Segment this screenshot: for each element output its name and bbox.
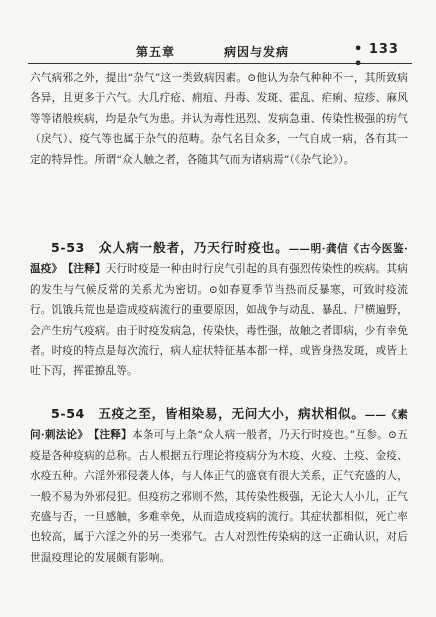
entry-5-54 [30, 404, 408, 568]
entry-source: ——《素问·刺法论》 [30, 409, 408, 442]
entry-paragraph [30, 404, 408, 568]
continuation-paragraph [30, 68, 408, 170]
header-rule [28, 63, 412, 64]
note-text: 天行时疫是一种由时行戾气引起的具有强烈传染性的疾病。其病的发生与气候反常的关系尤为密切。⊙如春夏季节当热而反暴寒，可致时疫流行。饥饿兵荒也是造成疫病流行的重要原因，如战争与动乱、暴乱、尸横遍野，会产生疠气疫病。由于时疫发病急，传染快，毒性强，故触之者即病，少有幸免者。时疫的特点是每次流行，病人症状特征基本都一样，或皆身热发斑，或皆上吐下泻，挥霍撩乱等。 [30, 263, 408, 378]
note-tag: 【注释】 [93, 429, 133, 442]
page-number: • 133 • [354, 42, 399, 72]
entry-source: ——明·龚信《古今医鉴·温疫》 [30, 243, 408, 276]
entry-heading: 5-53 众人病一般者，乃天行时疫也。 [51, 240, 289, 255]
entry-5-53 [30, 238, 408, 382]
note-tag: 【注释】 [67, 263, 106, 276]
continuation-text: 六气病邪之外，提出“杂气”这一类致病因素。⊙他认为杂气种种不一，其所致病各异，且更多于六气。大几疔疮、痈疽、丹毒、发斑、霍乱、疟痢、痘疹、麻风等等诸般疾病，均是杂气为患。并认为毒性迅烈、发病急重、传染性极强的疠气（戾气）、疫气等也属于杂气的范畴。杂气名目众多，一气自成一病，各有其一定的特异性。所谓“众人触之者，各随其气而为诸病焉”（《杂气论》）。 [30, 72, 408, 166]
chapter-label: 第五章 [136, 45, 176, 59]
running-header [28, 40, 412, 72]
entry-paragraph [30, 238, 408, 382]
entry-heading: 5-54 五疫之至，皆相染易，无问大小，病状相似。 [51, 406, 365, 421]
section-title: 病因与发病 [224, 45, 290, 59]
note-text: 本条可与上条“众人病一般者，乃天行时疫也。”互参。⊙五疫是各种疫病的总称。古人根据五行理论将疫病分为木疫、火疫、土疫、金疫、水疫五种。六淫外邪侵袭人体，与人体正气的盛衰有很大关系，正气充盛的人，一般不易为外邪侵犯。但疫疠之邪则不然，其传染性极强，无论大人小儿，正气充盛与否，一旦感触，多难幸免，从而造成疫病的流行。其症状都相似，死亡率也较高，属于六淫之外的另一类邪气。古人对烈性传染病的这一正确认识，对后世温疫理论的发展颇有影响。 [30, 429, 409, 564]
